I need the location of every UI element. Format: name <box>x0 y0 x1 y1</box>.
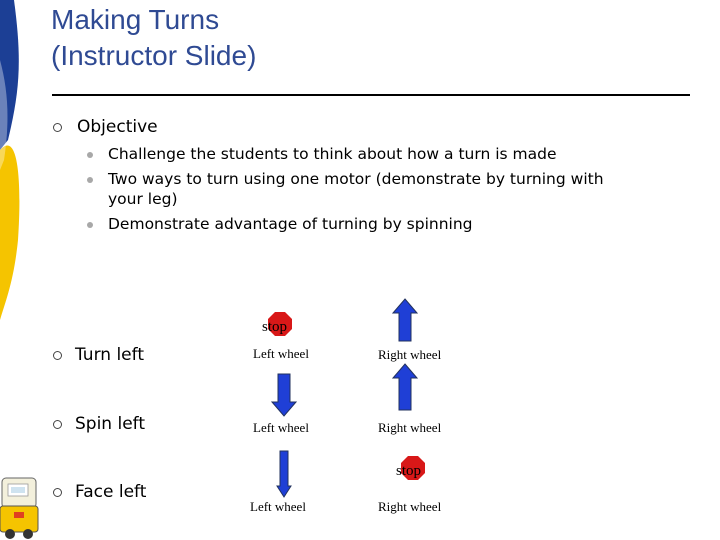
row-label-face-left: Face left <box>75 482 147 502</box>
robot-illustration <box>0 470 40 540</box>
bullet-circle-icon <box>53 420 62 429</box>
bullet-dot-icon <box>87 222 93 228</box>
left-wheel-label: Left wheel <box>250 499 306 514</box>
right-wheel-label: Right wheel <box>378 499 442 514</box>
bullet-circle-icon <box>53 488 62 497</box>
arrow-down-icon <box>271 373 297 417</box>
arrow-up-icon <box>392 298 418 342</box>
page-title <box>51 2 256 74</box>
title-line-1: Making Turns <box>51 4 220 35</box>
objective-bullet-3: Demonstrate advantage of turning by spinning <box>108 215 473 233</box>
bullet-dot-icon <box>87 152 93 158</box>
row-label-turn-left: Turn left <box>75 345 144 365</box>
right-wheel-label: Right wheel <box>378 420 442 435</box>
objective-bullet-1: Challenge the students to think about how a turn is made <box>108 145 557 163</box>
arrow-up-icon <box>392 363 418 411</box>
bullet-dot-icon <box>87 177 93 183</box>
arrow-down-icon <box>276 450 292 498</box>
left-wheel-label: Left wheel <box>253 420 309 435</box>
stop-label: stop <box>396 463 422 479</box>
title-line-2: (Instructor Slide) <box>51 40 257 71</box>
objective-label: Objective <box>77 117 158 137</box>
bullet-circle-icon <box>53 123 62 132</box>
decorative-swoosh <box>0 0 30 540</box>
objective-bullet-2: Two ways to turn using one motor (demonstrate by turning with <box>108 170 604 188</box>
objective-bullet-2-cont: your leg) <box>108 190 178 208</box>
left-wheel-label: Left wheel <box>253 346 309 361</box>
stop-label: stop <box>262 319 288 335</box>
bullet-circle-icon <box>53 351 62 360</box>
row-label-spin-left: Spin left <box>75 414 146 434</box>
title-divider <box>52 94 690 96</box>
right-wheel-label: Right wheel <box>378 347 442 362</box>
